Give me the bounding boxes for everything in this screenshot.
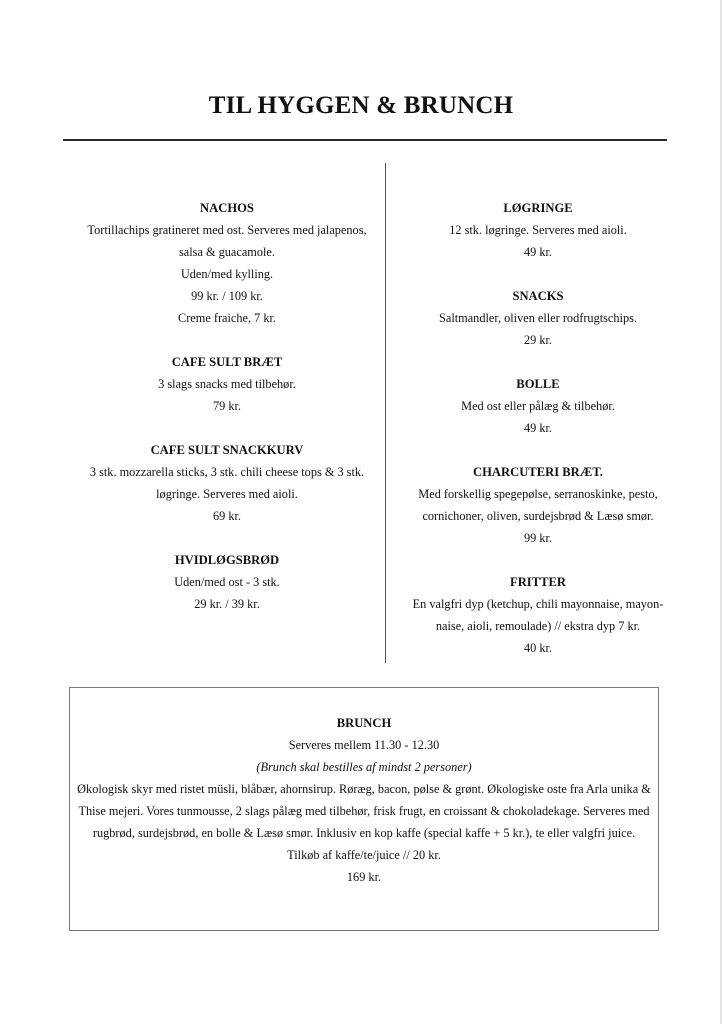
menu-item-price: 99 kr. [523,531,552,545]
menu-item-title: LØGRINGE [503,201,573,215]
menu-item-description: En valgfri dyp (ketchup, chili mayonnaise, mayon-naise, aioli, remoulade) // ekstra dyp 7 kr. [412,597,664,633]
title-underline [63,139,667,141]
menu-item-description: Med forskellig spegepølse, serranoskinke, pesto, cornichoner, oliven, surdejsbrød & Læsø smør. [418,487,658,523]
menu-item-title: SNACKS [512,289,564,303]
brunch-time: Serveres mellem 11.30 - 12.30 [288,738,440,752]
menu-item-price: 29 kr. / 39 kr. [194,597,260,611]
menu-item-title: BOLLE [516,377,560,391]
menu-column-right [400,197,676,681]
menu-item-title: CHARCUTERI BRÆT. [473,465,603,479]
menu-item-description: Uden/med ost - 3 stk. [174,575,280,589]
menu-column-left [86,197,368,637]
menu-item-extra: Creme fraiche, 7 kr. [178,311,276,325]
menu-item-title: CAFE SULT SNACKKURV [150,443,304,457]
brunch-box [69,687,659,931]
menu-item-price: 49 kr. [523,245,552,259]
column-divider [385,163,386,663]
menu-item-bolle [400,373,676,439]
menu-item-description: Tortillachips gratineret med ost. Serveres med jalapenos, salsa & guacamole. [87,223,367,259]
menu-item-loegringe [400,197,676,263]
brunch-description: Økologisk skyr med ristet müsli, blåbær, ahornsirup. Røræg, bacon, pølse & grønt. Økologiske oste fra Arla unika & Thise mejeri. Vores tunmousse, 2 slags pålæg med tilbehør, frisk frugt, en croissant & chokoladekage. Serveres med rugbrød, surdejsbrød, en bolle & Læsø smør. Inklusiv en kop kaffe (special kaffe + 5 kr.), te eller valgfri juice. [77,782,651,840]
brunch-price: 169 kr. [346,870,382,884]
menu-item-hvidloegsbroed [86,549,368,615]
brunch-extra: Tilkøb af kaffe/te/juice // 20 kr. [287,848,441,862]
menu-item-option: Uden/med kylling. [180,267,274,281]
menu-item-description: Saltmandler, oliven eller rodfrugtschips. [439,311,637,325]
menu-item-charcuteri-braet [400,461,676,549]
menu-item-description: Med ost eller pålæg & tilbehør. [461,399,615,413]
menu-item-nachos [86,197,368,329]
page-title: TIL HYGGEN & BRUNCH [208,92,514,119]
menu-item-snacks [400,285,676,351]
menu-item-fritter [400,571,676,659]
menu-item-price: 49 kr. [523,421,552,435]
brunch-title: BRUNCH [336,716,392,730]
brunch-note: (Brunch skal bestilles af mindst 2 personer) [256,760,472,774]
menu-item-title: FRITTER [510,575,566,589]
menu-item-price: 69 kr. [212,509,241,523]
menu-item-description: 12 stk. løgringe. Serveres med aioli. [449,223,627,237]
menu-item-price: 99 kr. / 109 kr. [191,289,263,303]
menu-item-title: CAFE SULT BRÆT [171,355,283,369]
menu-item-price: 40 kr. [523,641,552,655]
menu-item-price: 29 kr. [523,333,552,347]
menu-item-cafe-sult-snackkurv [86,439,368,527]
menu-item-cafe-sult-braet [86,351,368,417]
menu-item-title: NACHOS [200,201,254,215]
menu-item-description: 3 stk. mozzarella sticks, 3 stk. chili cheese tops & 3 stk. løgringe. Serveres med aioli. [89,465,365,501]
menu-item-price: 79 kr. [212,399,241,413]
menu-item-title: HVIDLØGSBRØD [174,553,280,567]
menu-item-description: 3 slags snacks med tilbehør. [158,377,296,391]
